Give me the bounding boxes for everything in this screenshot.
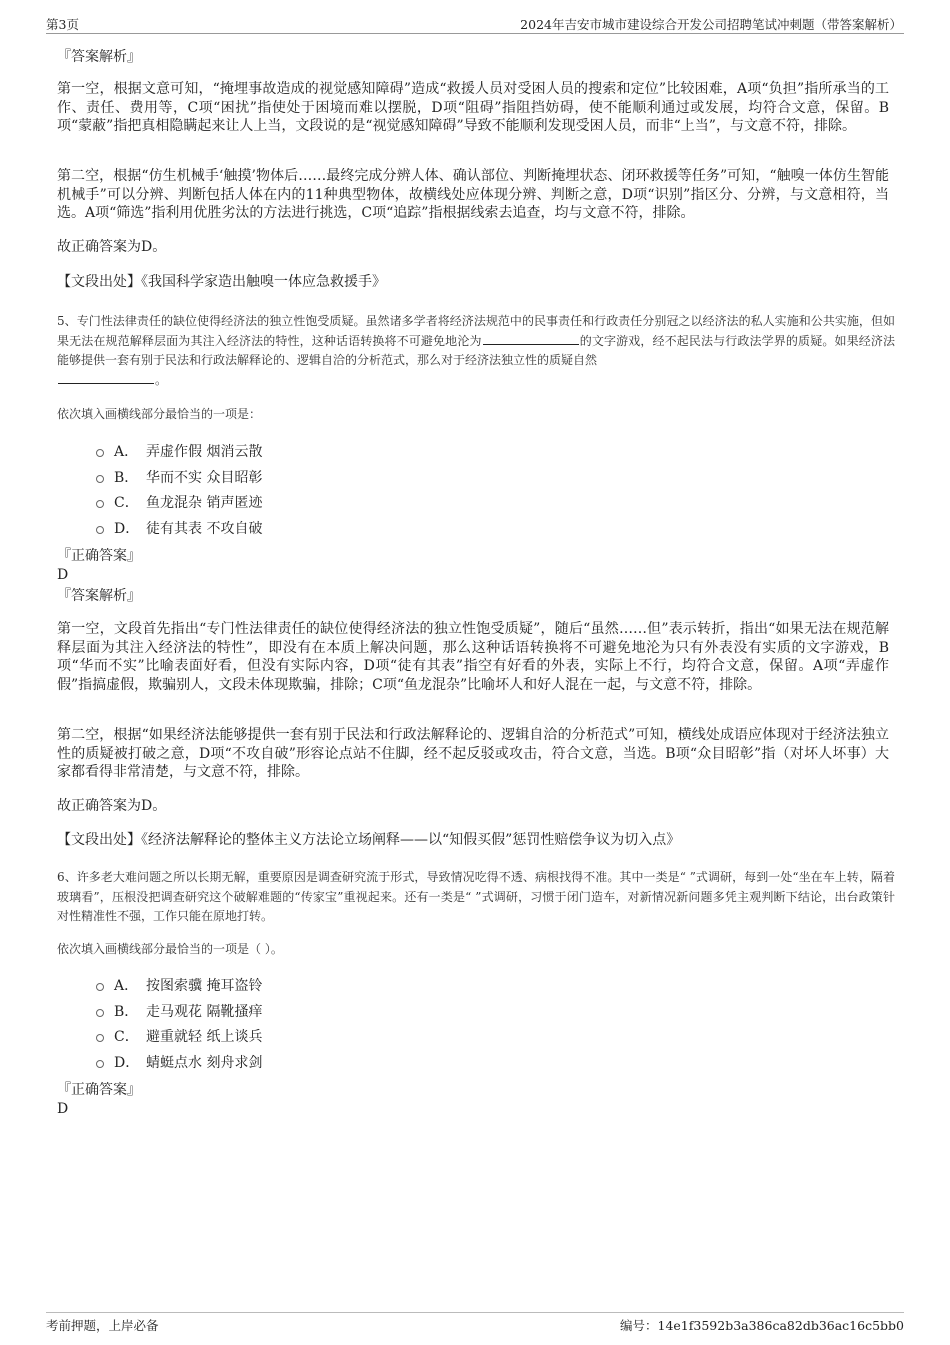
correct-answer-label: 『正确答案』 bbox=[57, 1082, 141, 1098]
source-citation: 【文段出处】《经济法解释论的整体主义方法论立场阐释——以“知假买假”惩罚性赔偿争议为切入点》 bbox=[57, 832, 681, 848]
analysis-paragraph-1: 第一空，根据文意可知，“掩埋事故造成的视觉感知障碍”造成“救援人员对受困人员的搜索和定位”比较困难，A项“负担”指所承当的工作、责任、费用等，C项“困扰”指使处于困境而难以摆脱，D项“阻碍”指阻挡妨碍，使不能顺利通过或发展，均符合文意，保留。B项“蒙蔽”指把真相隐瞒起来让人上当，文段说的是“视觉感知障碍”导致不能顺利发现受困人员，而非“上当”，与文意不符，排除。 bbox=[57, 81, 889, 135]
analysis-label: 『答案解析』 bbox=[57, 49, 141, 65]
footer-slogan: 考前押题，上岸必备 bbox=[46, 1318, 159, 1333]
source-citation: 【文段出处】《我国科学家造出触嗅一体应急救援手》 bbox=[57, 274, 386, 290]
question-6-text: 6、许多老大难问题之所以长期无解，重要原因是调查研究流于形式，导致情况吃得不透、病根找得不准。其中一类是“ ”式调研，每到一处“坐在车上转，隔着玻璃看”，压根没把调查研究这个破解难题的“传家宝”重视起来。还有一类是“ ”式调研，习惯于闭门造车，对新情况新问题多凭主观判断下结论，出台政策针对性精准性不强，工作只能在原地打转。 bbox=[57, 870, 895, 923]
correct-answer-value: D bbox=[57, 567, 69, 583]
option-c[interactable]: C． 避重就轻 纸上谈兵 bbox=[96, 1023, 262, 1049]
blank-line bbox=[483, 332, 579, 345]
document-title: 2024年吉安市城市建设综合开发公司招聘笔试冲刺题（带答案解析） bbox=[520, 17, 902, 32]
blank-line bbox=[58, 371, 154, 384]
option-a[interactable]: A． 弄虚作假 烟消云散 bbox=[96, 438, 262, 464]
radio-icon[interactable] bbox=[96, 1009, 104, 1017]
analysis-paragraph-1: 第一空，文段首先指出“专门性法律责任的缺位使得经济法的独立性饱受质疑”，随后“虽然……但”表示转折，指出“如果无法在规范解释层面为其注入经济法的特性”，即没有在本质上解决问题，那么这种话语转换将不可避免地沦为只有外表没有实质的文字游戏，B项“华而不实”比喻表面好看，但没有实际内容，D项“徒有其表”指空有好看的外表，实际上不行，均符合文意，保留。A项“弄虚作假”指搞虚假，欺骗别人，文段未体现欺骗，排除；C项“鱼龙混杂”比喻坏人和好人混在一起，与文意不符，排除。 bbox=[57, 621, 889, 693]
option-c[interactable]: C． 鱼龙混杂 销声匿迹 bbox=[96, 489, 262, 515]
correct-answer-value: D bbox=[57, 1101, 69, 1117]
document-id: 编号：14e1f3592b3a386ca82db36ac16c5bb0 bbox=[620, 1318, 904, 1333]
radio-icon[interactable] bbox=[96, 526, 104, 534]
analysis-label: 『答案解析』 bbox=[57, 588, 141, 604]
question-5-instruction: 依次填入画横线部分最恰当的一项是： bbox=[57, 407, 262, 421]
radio-icon[interactable] bbox=[96, 1034, 104, 1042]
question-6-instruction: 依次填入画横线部分最恰当的一项是（ ）。 bbox=[57, 942, 283, 956]
option-a[interactable]: A． 按图索骥 掩耳盗铃 bbox=[96, 972, 262, 998]
radio-icon[interactable] bbox=[96, 983, 104, 991]
page-header bbox=[46, 14, 904, 34]
option-d[interactable]: D． 徒有其表 不攻自破 bbox=[96, 515, 262, 541]
conclusion: 故正确答案为D。 bbox=[57, 798, 167, 814]
radio-icon[interactable] bbox=[96, 449, 104, 457]
question-5-text: 5、专门性法律责任的缺位使得经济法的独立性饱受质疑。虽然诸多学者将经济法规范中的民事责任和行政责任分别冠之以经济法的私人实施和公共实施，但如果无法在规范解释层面为其注入经济法的特性，这种话语转换将不可避免地沦为 的文字游戏，经不起民法与行政法学界的质疑。如果经济法能够提供一套有别于民法和行政法解释论的、逻辑自洽的分析范式，那么对于经济法独立性的质疑自然 。 bbox=[57, 314, 895, 387]
conclusion: 故正确答案为D。 bbox=[57, 239, 167, 255]
page-number: 第3页 bbox=[46, 17, 79, 32]
page-footer bbox=[46, 1312, 904, 1336]
radio-icon[interactable] bbox=[96, 500, 104, 508]
question-5-options bbox=[96, 438, 262, 541]
analysis-paragraph-2: 第二空，根据“如果经济法能够提供一套有别于民法和行政法解释论的、逻辑自洽的分析范式”可知，横线处成语应体现对于经济法独立性的质疑被打破之意，D项“不攻自破”形容论点站不住脚，经不起反驳或攻击，符合文意，当选。B项“众目昭彰”指（对坏人坏事）大家都看得非常清楚，与文意不符，排除。 bbox=[57, 727, 889, 781]
option-d[interactable]: D． 蜻蜓点水 刻舟求剑 bbox=[96, 1049, 262, 1075]
analysis-paragraph-2: 第二空，根据“仿生机械手‘触摸’物体后……最终完成分辨人体、确认部位、判断掩埋状态、闭环救援等任务”可知，“触嗅一体仿生智能机械手”可以分辨、判断包括人体在内的11种典型物体，故横线处应体现分辨、判断之意，D项“识别”指区分、分辨，与文意相符，当选。A项“筛选”指利用优胜劣汰的方法进行挑选，C项“追踪”指根据线索去追查，均与文意不符，排除。 bbox=[57, 168, 889, 222]
radio-icon[interactable] bbox=[96, 1060, 104, 1068]
radio-icon[interactable] bbox=[96, 475, 104, 483]
option-b[interactable]: B． 华而不实 众目昭彰 bbox=[96, 464, 262, 490]
option-b[interactable]: B． 走马观花 隔靴搔痒 bbox=[96, 998, 262, 1024]
question-6-options bbox=[96, 972, 262, 1075]
correct-answer-label: 『正确答案』 bbox=[57, 548, 141, 564]
